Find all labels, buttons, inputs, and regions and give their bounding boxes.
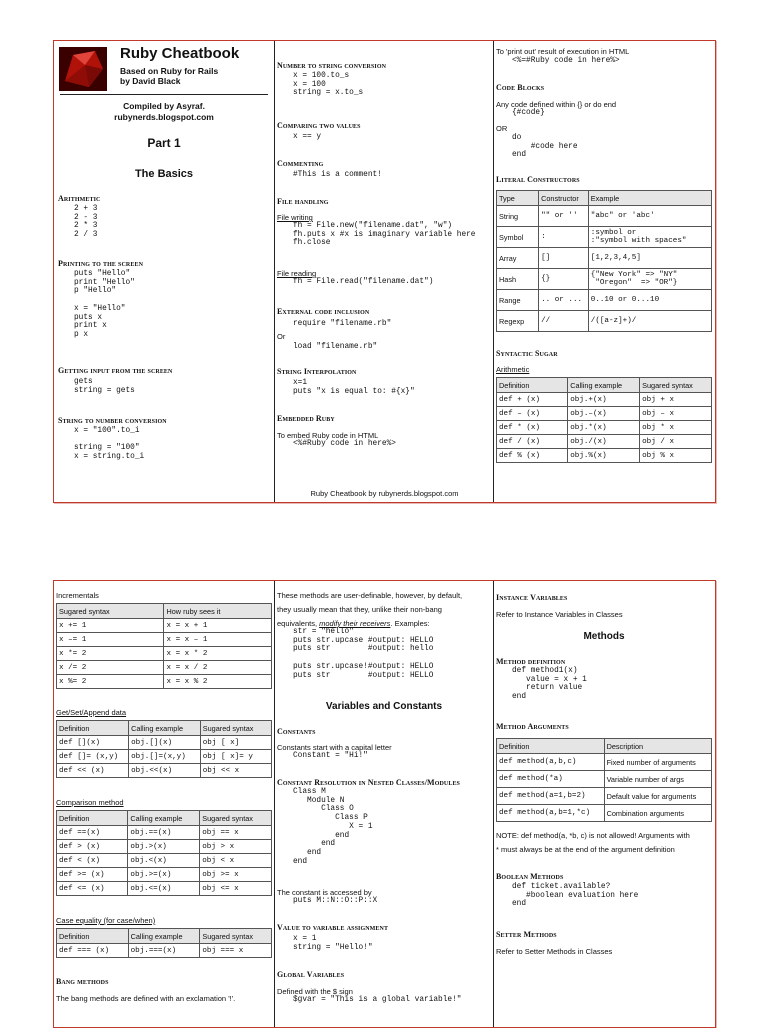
table-row — [497, 290, 712, 311]
variables-heading: Variables and Constants — [325, 701, 443, 712]
table-row — [497, 248, 712, 269]
table-row — [497, 269, 712, 290]
const-resolution-code: Class M Module N Class O Class P X = 1 end end end end — [293, 788, 373, 866]
table-cell: obj.<<(x) — [129, 764, 201, 778]
number-to-string-heading: Number to string conversion — [277, 61, 387, 70]
method-def-code: def method1(x) value = x + 1 return value end — [512, 667, 587, 702]
table-header-cell: Sugared syntax — [640, 378, 712, 393]
table-cell: "abc" or 'abc' — [588, 206, 711, 227]
page-title: Ruby Cheatbook — [120, 45, 240, 62]
global-vars-heading: Global Variables — [277, 970, 345, 979]
const-resolution-heading: Constant Resolution in Nested Classes/Modules — [277, 778, 460, 787]
page2-column-2 — [275, 581, 493, 1027]
table-cell: obj.+(x) — [568, 393, 640, 407]
table-cell: String — [497, 206, 539, 227]
table-cell: /([a-z]+)/ — [588, 311, 711, 332]
table-row — [497, 754, 712, 771]
table-row — [57, 736, 272, 750]
table-cell: {} — [539, 269, 589, 290]
table-cell: obj [ x] — [200, 736, 271, 750]
table-cell: Symbol — [497, 227, 539, 248]
table-cell: Combination arguments — [604, 805, 711, 822]
table-cell: x += 1 — [57, 619, 164, 633]
bang-methods-heading: Bang methods — [56, 977, 109, 986]
table-cell: x /= 2 — [57, 661, 164, 675]
or-label: Or — [277, 332, 286, 341]
table-cell: 0..10 or 0...10 — [588, 290, 711, 311]
method-args-table — [496, 738, 712, 822]
table-cell: x = x + 1 — [164, 619, 272, 633]
table-header-cell: Type — [497, 191, 539, 206]
table-header-cell: Definition — [497, 378, 568, 393]
table-row — [497, 435, 712, 449]
printing-code: puts "Hello" print "Hello" p "Hello" x = "Hello" puts x print x p x — [74, 270, 135, 339]
table-cell: obj [ x]= y — [200, 750, 271, 764]
table-row — [57, 619, 272, 633]
table-cell: def % (x) — [497, 449, 568, 463]
table-header-cell: Definition — [57, 721, 129, 736]
table-row — [57, 764, 272, 778]
table-cell: Default value for arguments — [604, 788, 711, 805]
table-header-cell: Definition — [497, 739, 605, 754]
string-to-number-heading: String to number conversion — [58, 416, 167, 425]
table-cell: [1,2,3,4,5] — [588, 248, 711, 269]
table-row — [497, 805, 712, 822]
table-header-row — [57, 811, 272, 826]
get-set-table — [56, 720, 272, 778]
external-code-heading: External code inclusion — [277, 307, 370, 316]
constants-heading: Constants — [277, 727, 316, 736]
method-def-heading: Method definition — [496, 657, 566, 666]
value-to-var-code: x = 1 string = "Hello!" — [293, 935, 373, 952]
methods-heading: Methods — [583, 631, 625, 642]
literal-constructors-table — [496, 190, 712, 332]
file-handling-heading: File handling — [277, 197, 329, 206]
table-cell: obj <= x — [200, 882, 272, 896]
table-cell: Range — [497, 290, 539, 311]
table-cell: obj.==(x) — [128, 826, 200, 840]
number-to-string-code: x = 100.to_s x = 100 string = x.to_s — [293, 72, 364, 98]
printing-heading: Printing to the screen — [58, 259, 143, 268]
bang-text-emphasis: modify their receivers — [319, 619, 391, 628]
table-row — [57, 661, 272, 675]
table-cell: obj < x — [200, 854, 272, 868]
table-cell: obj.[](x) — [129, 736, 201, 750]
table-row — [497, 227, 712, 248]
bang-text-line-2: they usually mean that they, unlike their non-bang — [277, 605, 442, 614]
table-header-cell: Calling example — [568, 378, 640, 393]
method-args-note-1: NOTE: def method(a, *b, c) is not allowed! Arguments with — [496, 831, 690, 840]
table-header-cell: Sugared syntax — [200, 929, 272, 944]
get-set-heading: Get/Set/Append data — [56, 708, 127, 717]
page-1 — [53, 40, 716, 503]
compiled-site: rubynerds.blogspot.com — [114, 112, 214, 122]
table-cell: : — [539, 227, 589, 248]
header-rule — [60, 94, 268, 95]
table-row — [57, 826, 272, 840]
table-cell: obj % x — [640, 449, 712, 463]
table-cell: obj << x — [200, 764, 271, 778]
table-cell: :symbol or :"symbol with spaces" — [588, 227, 711, 248]
subtitle-line-2: by David Black — [120, 76, 181, 86]
comparing-heading: Comparing two values — [277, 121, 361, 130]
bang-text-line-1: These methods are user-definable, however, by default, — [277, 591, 463, 600]
comparison-table — [56, 810, 272, 896]
string-to-number-code: x = "100".to_i string = "100" x = string.to_i — [74, 427, 145, 462]
instance-vars-heading: Instance Variables — [496, 593, 568, 602]
file-reading-code: fh = File.read("filename.dat") — [293, 278, 434, 286]
table-row — [57, 854, 272, 868]
setter-methods-heading: Setter Methods — [496, 930, 557, 939]
setter-methods-text: Refer to Setter Methods in Classes — [496, 947, 613, 956]
table-row — [497, 421, 712, 435]
embedded-ruby-heading: Embedded Ruby — [277, 414, 335, 423]
table-cell: Hash — [497, 269, 539, 290]
table-cell: obj == x — [200, 826, 272, 840]
section-heading: The Basics — [134, 168, 194, 180]
bang-methods-text: The bang methods are defined with an exclamation '!'. — [56, 994, 236, 1003]
arithmetic-code: 2 + 3 2 - 3 2 * 3 2 / 3 — [74, 205, 98, 240]
page2-column-1 — [54, 581, 274, 1027]
string-interp-heading: String Interpolation — [277, 367, 357, 376]
incrementals-heading: Incrementals — [56, 591, 99, 600]
table-cell: Regexp — [497, 311, 539, 332]
table-cell: def + (x) — [497, 393, 568, 407]
table-header-cell: Sugared syntax — [200, 811, 272, 826]
embedded-ruby-code: <%#Ruby code in here%> — [293, 440, 396, 448]
table-row — [57, 750, 272, 764]
table-cell: obj.<(x) — [128, 854, 200, 868]
table-cell: obj.>=(x) — [128, 868, 200, 882]
bang-examples-code: str = "hello" puts str.upcase #output: HELLO puts str #output: hello puts str.upcase!#output: HELLO puts str #output: HELLO — [293, 628, 434, 680]
table-row — [57, 633, 272, 647]
print-out-text: To 'print out' result of execution in HTML — [496, 47, 630, 56]
table-cell: obj > x — [200, 840, 272, 854]
subtitle-line-1: Based on Ruby for Rails — [120, 66, 219, 76]
table-header-row — [497, 378, 712, 393]
method-args-note-2: * must always be at the end of the argument definition — [496, 845, 675, 854]
bang-text-line-3a: equivalents, — [277, 619, 320, 628]
table-row — [497, 407, 712, 421]
table-cell: def << (x) — [57, 764, 129, 778]
table-cell: x –= 1 — [57, 633, 164, 647]
table-header-cell: Definition — [57, 811, 128, 826]
table-row — [497, 449, 712, 463]
table-row — [497, 788, 712, 805]
table-cell: obj.===(x) — [128, 944, 200, 958]
table-cell: obj.>(x) — [128, 840, 200, 854]
table-header-row — [57, 929, 272, 944]
table-row — [57, 675, 272, 689]
table-cell: def < (x) — [57, 854, 128, 868]
table-cell: def >= (x) — [57, 868, 128, 882]
table-header-cell: Constructor — [539, 191, 589, 206]
page2-column-3 — [494, 581, 714, 1027]
table-cell: def * (x) — [497, 421, 568, 435]
table-header-cell: Calling example — [128, 811, 200, 826]
table-header-cell: Calling example — [128, 929, 200, 944]
table-header-cell: Example — [588, 191, 711, 206]
syntactic-sugar-table — [496, 377, 712, 463]
table-row — [57, 882, 272, 896]
page-2 — [53, 580, 716, 1028]
constants-code: Constant = "Hi!" — [293, 752, 368, 760]
file-writing-label: File writing — [277, 213, 313, 222]
getting-input-code: gets string = gets — [74, 378, 135, 395]
table-cell: def method(*a) — [497, 771, 605, 788]
const-access-code: puts M::N::O::P::X — [293, 897, 378, 905]
literal-constructors-heading: Literal Constructors — [496, 175, 580, 184]
table-cell: Array — [497, 248, 539, 269]
table-header-cell: Sugared syntax — [57, 604, 164, 619]
arithmetic-heading: Arithmetic — [58, 194, 101, 203]
table-cell: obj.*(x) — [568, 421, 640, 435]
table-cell: obj.%(x) — [568, 449, 640, 463]
table-header-row — [57, 604, 272, 619]
method-args-heading: Method Arguments — [496, 722, 569, 731]
code-blocks-brace: {#code} — [512, 109, 545, 117]
table-cell: def – (x) — [497, 407, 568, 421]
code-blocks-do: do #code here end — [512, 134, 578, 160]
page1-column-3 — [494, 41, 714, 502]
commenting-heading: Commenting — [277, 159, 324, 168]
table-cell: def ==(x) — [57, 826, 128, 840]
table-cell: def method(a=1,b=2) — [497, 788, 605, 805]
file-writing-code: fh = File.new("filename.dat", "w") fh.puts x #x is imaginary variable here fh.close — [293, 222, 476, 248]
table-header-cell: How ruby sees it — [164, 604, 272, 619]
table-row — [497, 311, 712, 332]
table-row — [497, 206, 712, 227]
case-equality-table — [56, 928, 272, 958]
print-out-code: <%=#Ruby code in here%> — [512, 57, 620, 65]
const-access-text: The constant is accessed by — [277, 888, 372, 897]
table-cell: obj – x — [640, 407, 712, 421]
embedded-ruby-text: To embed Ruby code in HTML — [277, 431, 379, 440]
case-equality-heading: Case equality (for case/when) — [56, 916, 156, 925]
table-cell: obj.–(x) — [568, 407, 640, 421]
table-cell: obj.<=(x) — [128, 882, 200, 896]
table-header-row — [497, 739, 712, 754]
table-header-row — [497, 191, 712, 206]
table-cell: x = x % 2 — [164, 675, 272, 689]
table-row — [497, 771, 712, 788]
table-header-cell: Definition — [57, 929, 129, 944]
incrementals-table — [56, 603, 272, 689]
table-cell: obj + x — [640, 393, 712, 407]
table-cell: x *= 2 — [57, 647, 164, 661]
table-cell: x = x * 2 — [164, 647, 272, 661]
syntactic-sugar-sub: Arithmetic — [496, 365, 530, 374]
table-row — [57, 944, 272, 958]
compiled-by: Compiled by Asyraf. — [123, 101, 205, 111]
table-cell: Variable number of args — [604, 771, 711, 788]
commenting-code: #This is a comment! — [293, 171, 382, 179]
table-cell: obj./(x) — [568, 435, 640, 449]
table-header-cell: Description — [604, 739, 711, 754]
table-header-cell: Calling example — [129, 721, 201, 736]
constants-text: Constants start with a capital letter — [277, 743, 392, 752]
table-cell: obj >= x — [200, 868, 272, 882]
getting-input-heading: Getting input from the screen — [58, 366, 173, 375]
table-row — [497, 393, 712, 407]
boolean-methods-code: def ticket.available? #boolean evaluation here end — [512, 883, 639, 909]
code-blocks-heading: Code Blocks — [496, 83, 545, 92]
table-cell: def method(a,b=1,*c) — [497, 805, 605, 822]
global-vars-code: $gvar = "This is a global variable!" — [293, 996, 462, 1004]
table-cell: def / (x) — [497, 435, 568, 449]
table-header-row — [57, 721, 272, 736]
require-code: require "filename.rb" — [293, 320, 392, 328]
page1-column-2 — [275, 41, 493, 502]
comparing-code: x == y — [293, 133, 322, 141]
ruby-logo-icon — [59, 47, 107, 91]
table-row — [57, 868, 272, 882]
table-cell: obj * x — [640, 421, 712, 435]
table-cell: Fixed number of arguments — [604, 754, 711, 771]
table-cell: obj / x — [640, 435, 712, 449]
file-reading-label: File reading — [277, 269, 317, 278]
table-cell: def [](x) — [57, 736, 129, 750]
table-cell: x = x / 2 — [164, 661, 272, 675]
code-blocks-or: OR — [496, 124, 508, 133]
part-heading: Part 1 — [147, 136, 181, 150]
boolean-methods-heading: Boolean Methods — [496, 872, 564, 881]
global-vars-text: Defined with the $ sign — [277, 987, 353, 996]
table-cell: x = x – 1 — [164, 633, 272, 647]
bang-text-line-3c: . Examples: — [390, 619, 430, 628]
table-row — [57, 840, 272, 854]
comparison-heading: Comparison method — [56, 798, 124, 807]
table-cell: x %= 2 — [57, 675, 164, 689]
string-interp-code: x=1 puts "x is equal to: #{x}" — [293, 379, 415, 396]
table-cell: obj.[]=(x,y) — [129, 750, 201, 764]
instance-vars-text: Refer to Instance Variables in Classes — [496, 610, 623, 619]
table-cell: def > (x) — [57, 840, 128, 854]
table-cell: def <= (x) — [57, 882, 128, 896]
table-cell: def []= (x,y) — [57, 750, 129, 764]
load-code: load "filename.rb" — [293, 343, 378, 351]
table-cell: [] — [539, 248, 589, 269]
table-cell: // — [539, 311, 589, 332]
table-cell: .. or ... — [539, 290, 589, 311]
table-cell: "" or '' — [539, 206, 589, 227]
table-cell: obj === x — [200, 944, 272, 958]
table-cell: def === (x) — [57, 944, 129, 958]
table-row — [57, 647, 272, 661]
page-footer: Ruby Cheatbook by rubynerds.blogspot.com — [310, 489, 459, 498]
value-to-var-heading: Value to variable assignment — [277, 923, 389, 932]
table-header-cell: Sugared syntax — [200, 721, 271, 736]
bang-text-line-3 — [277, 619, 430, 628]
table-cell: def method(a,b,c) — [497, 754, 605, 771]
code-blocks-text: Any code defined within {} or do end — [496, 100, 617, 109]
page1-column-1 — [54, 41, 274, 502]
syntactic-sugar-heading: Syntactic Sugar — [496, 349, 558, 358]
table-cell: {"New York" => "NY" "Oregon" => "OR"} — [588, 269, 711, 290]
